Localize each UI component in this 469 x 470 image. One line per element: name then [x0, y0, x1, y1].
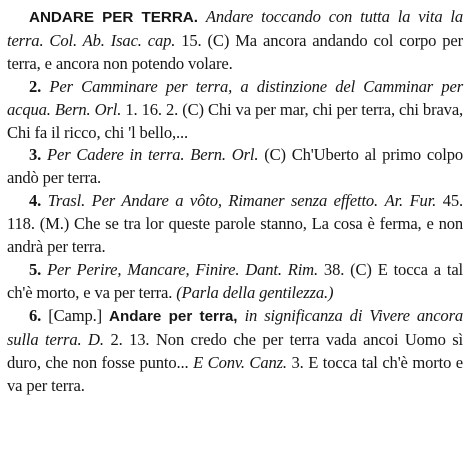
- sense-6: [7, 305, 463, 398]
- definition: Andare toccando con tutta la vita la terra.: [7, 7, 464, 50]
- sense-number: 3.: [29, 145, 42, 165]
- sense-4: [7, 190, 463, 259]
- example: Chi va per mar, chi per terra, chi brava, Chi fa il ricco, chi 'l bello,...: [7, 99, 464, 142]
- usage-tag: [Camp.]: [48, 305, 102, 325]
- citation-ref: 1. 16. 2.: [125, 99, 179, 119]
- citation: Ar. Fur.: [384, 191, 437, 211]
- source-mark: (C): [350, 259, 372, 279]
- definition: in significanza di Vivere ancora sulla terra.: [7, 305, 464, 349]
- definition: Per Camminare per terra, a distinzione del Camminar per acqua.: [7, 76, 464, 119]
- phrase: Andare per terra,: [109, 307, 238, 325]
- example: Ma ancora andando col corpo per terra, e ancora non potendo volare.: [7, 30, 464, 73]
- citation-2-ref: 3.: [291, 352, 304, 372]
- citation: D.: [88, 329, 104, 349]
- definition: Trasl. Per Andare a vôto, Rimaner senza effetto.: [47, 191, 379, 211]
- example: E tocca a tal ch'è morto, e va per terra.: [7, 259, 463, 302]
- example-2: E tocca tal ch'è morto e va per terra.: [7, 352, 463, 395]
- definition: Per Perire, Mancare, Finire.: [47, 259, 240, 279]
- citation-ref: 45. 118.: [7, 191, 464, 234]
- source-mark: (C): [264, 145, 286, 165]
- citation: Bern. Orl.: [190, 145, 259, 165]
- entry-headword: [7, 6, 463, 76]
- sense-number: 4.: [29, 191, 42, 211]
- definition: Per Cadere in terra.: [47, 145, 185, 165]
- sense-2: [7, 76, 463, 145]
- citation: Dant. Rim.: [245, 259, 319, 279]
- headword: ANDARE PER TERRA.: [29, 9, 198, 26]
- citation-2: E Conv. Canz.: [193, 352, 287, 372]
- note: (Parla della gentilezza.): [176, 282, 334, 302]
- source-mark: (C): [182, 99, 204, 119]
- source-mark: (C): [207, 30, 230, 50]
- citation: Col. Ab. Isac. cap.: [49, 30, 176, 50]
- citation-ref: 38.: [323, 259, 345, 279]
- citation-ref: 15.: [181, 30, 202, 50]
- example: Non credo che per terra vada ancoi Uomo sì duro, che non fosse punto...: [7, 329, 464, 372]
- example: Che se tra lor queste parole stanno, La cosa è ferma, e non andrà per terra.: [7, 214, 464, 257]
- citation: Bern. Orl.: [54, 99, 122, 119]
- sense-number: 5.: [29, 259, 42, 279]
- sense-number: 6.: [29, 305, 42, 325]
- citation-ref: 2. 13.: [110, 329, 150, 349]
- sense-5: [7, 259, 463, 305]
- sense-3: [7, 144, 463, 190]
- example: Ch'Uberto al primo colpo andò per terra.: [7, 145, 463, 188]
- source-mark: (M.): [39, 214, 70, 234]
- sense-number: 2.: [29, 76, 42, 96]
